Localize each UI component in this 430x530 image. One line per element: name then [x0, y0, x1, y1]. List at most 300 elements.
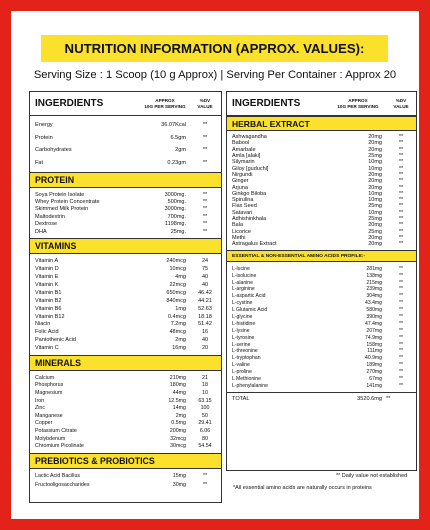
table-row — [30, 320, 221, 328]
table-row — [227, 382, 416, 389]
ingredient-dv: ** — [202, 147, 208, 154]
ingredient-dv: 16 — [201, 329, 209, 336]
ingredient-dv: ** — [399, 286, 403, 293]
ingredient-amount: 2mg — [175, 412, 186, 419]
amino-note: *All essential amino acids are naturally occurs in proteins — [233, 485, 372, 491]
ingredient-dv: ** — [202, 481, 208, 488]
mineral-rows — [30, 371, 221, 453]
table-row — [30, 206, 221, 213]
table-row — [30, 198, 221, 205]
ingredient-dv: ** — [399, 314, 403, 321]
ingredient-dv: ** — [399, 307, 403, 314]
total-label: TOTAL — [232, 396, 250, 403]
ingredient-amount: 180mg — [169, 382, 186, 389]
ingredient-dv: 10 — [202, 390, 208, 397]
ingredient-amount: 10mg — [368, 197, 382, 204]
table-row — [227, 134, 416, 140]
table-row — [227, 165, 416, 171]
ingredient-name: L-phenylalanine — [232, 382, 268, 389]
ingredient-dv: ** — [398, 241, 404, 248]
ingredient-amount: 25mg — [368, 203, 382, 210]
ingredient-dv: ** — [398, 228, 404, 235]
ingredient-name: Dextrose — [35, 221, 58, 228]
energy-rows — [30, 116, 221, 172]
table-row — [30, 119, 221, 132]
table-row — [30, 442, 221, 450]
table-row — [30, 472, 221, 481]
ingredient-name: L-serine — [232, 341, 251, 348]
ingredient-amount: 840mcg — [166, 297, 186, 304]
ingredient-amount: 22mcg — [169, 281, 186, 288]
ingredient-dv: 75 — [201, 266, 209, 273]
ingredient-dv: ** — [399, 376, 403, 383]
ingredient-amount: 281mg — [366, 265, 382, 272]
ingredient-amount: 20mg — [368, 178, 382, 185]
ingredient-amount: 1198mg. — [165, 221, 186, 228]
ingredient-dv: ** — [398, 184, 404, 191]
ingredient-dv: 6.06 — [199, 427, 211, 434]
ingredient-amount: 25mg. — [170, 228, 186, 235]
ingredient-amount: 270mg — [366, 369, 382, 376]
ingredient-dv: ** — [398, 159, 404, 166]
ingredient-amount: 10mcg — [169, 266, 186, 273]
table-row — [227, 307, 416, 314]
ingredient-amount: 0.4mcg — [167, 313, 186, 320]
ingredient-dv: ** — [399, 279, 403, 286]
ingredient-amount: 650mcg — [166, 289, 186, 296]
ingredient-name: Protein — [35, 134, 53, 141]
ingredient-name: L Methionine — [232, 376, 261, 383]
table-row — [227, 184, 416, 190]
ingredient-dv: ** — [399, 382, 403, 389]
table-row — [30, 257, 221, 265]
ingredient-dv: ** — [399, 362, 403, 369]
ingredient-amount: 32mcg — [170, 435, 186, 442]
total-amount: 3520.6mg — [357, 396, 382, 403]
ingredient-name: Ginger — [232, 178, 249, 185]
ingredient-name: Astragalus Extract — [232, 241, 277, 248]
table-row — [30, 412, 221, 420]
ingredient-dv: ** — [202, 473, 208, 480]
table-row — [227, 300, 416, 307]
ingredient-name: Methi — [232, 234, 246, 241]
ingredient-name: L Glutamic Acid — [232, 307, 268, 314]
ingredient-amount: 20mg — [368, 234, 382, 241]
ingredient-name: Maltodextrin — [35, 213, 65, 220]
ingredient-name: Spirulina — [232, 197, 254, 204]
table-row — [227, 272, 416, 279]
ingredient-name: Vitamin A — [35, 258, 59, 265]
ingredient-name: Giloy [guduchi] — [232, 165, 269, 172]
vitamin-rows — [30, 254, 221, 355]
ingredient-dv: ** — [399, 327, 403, 334]
ingredient-dv: 29.41 — [198, 420, 212, 427]
ingredient-dv: ** — [202, 199, 208, 206]
ingredient-dv: ** — [202, 228, 208, 235]
ingredient-name: Bala — [232, 222, 244, 229]
prebiotics-section-title: PREBIOTICS & PROBIOTICS — [30, 453, 221, 469]
amino-rows — [227, 262, 416, 392]
ingredient-name: Vitamin C — [35, 345, 59, 352]
table-row — [30, 213, 221, 220]
ingredient-amount: 700mg. — [167, 213, 186, 220]
ingredient-amount: 111mg — [367, 348, 382, 355]
ingredient-name: L-tyrosine — [232, 334, 255, 341]
table-row — [227, 376, 416, 383]
ingredient-name: Potassium Citrate — [35, 427, 77, 434]
ingredient-name: Ashwagandha — [232, 134, 267, 141]
minerals-section-title: MINERALS — [30, 355, 221, 371]
ingredient-dv: 21 — [202, 374, 208, 381]
ingredient-dv: ** — [202, 221, 208, 228]
table-row — [30, 305, 221, 313]
table-row — [30, 389, 221, 397]
ingredient-dv: 46.42 — [198, 289, 212, 296]
prebiotic-rows — [30, 469, 221, 492]
ingredient-amount: 2gm — [175, 147, 186, 154]
vitamins-section-title: VITAMINS — [30, 238, 221, 254]
approx-header: APPROX 10G PER SERVING — [144, 97, 186, 109]
ingredient-name: Chromium Picolinate — [35, 443, 84, 450]
table-row — [30, 221, 221, 228]
ingredient-dv: ** — [398, 134, 404, 141]
ingredient-amount: 20mg — [368, 171, 382, 178]
ingredient-dv: 52.63 — [198, 305, 212, 312]
ingredient-amount: 20mg — [368, 222, 382, 229]
ingredient-dv: 20 — [201, 345, 209, 352]
ingredient-name: Ginkgo Biloba — [232, 190, 267, 197]
ingredient-amount: 10mg — [368, 209, 382, 216]
herbal-rows — [227, 131, 416, 250]
ingredient-name: Licorice — [232, 228, 251, 235]
ingredient-amount: 0.23gm — [167, 159, 186, 166]
ingredient-amount: 15mg — [172, 473, 186, 480]
table-row — [227, 369, 416, 376]
table-row — [30, 132, 221, 145]
ingredient-dv: ** — [399, 341, 403, 348]
table-row — [227, 210, 416, 216]
ingredient-amount: 138mg — [366, 272, 382, 279]
left-table-header — [30, 92, 221, 116]
ingredient-amount: 2mg — [175, 337, 186, 344]
ingredient-dv: 50 — [202, 412, 208, 419]
ingredient-amount: 4mg — [175, 274, 186, 281]
ingredient-name: L-glycine — [232, 314, 253, 321]
table-row — [30, 374, 221, 382]
ingredient-amount: 20mg — [368, 241, 382, 248]
label-panel — [11, 11, 419, 519]
ingredient-name: L-lucine — [232, 265, 250, 272]
ingredient-amount: 580mg — [366, 307, 382, 314]
table-row — [227, 140, 416, 146]
table-row — [227, 314, 416, 321]
ingredient-name: L-tryptophan — [232, 355, 261, 362]
ingredient-name: L-proline — [232, 369, 252, 376]
table-row — [30, 313, 221, 321]
ingredient-amount: 25mg — [368, 228, 382, 235]
ingredient-name: Calcium — [35, 374, 55, 381]
ingredient-dv: ** — [398, 178, 404, 185]
daily-value-note: ** Daily value not established — [336, 473, 408, 479]
table-row — [227, 191, 416, 197]
table-row — [227, 147, 416, 153]
right-table-header — [227, 92, 416, 116]
table-row — [227, 241, 416, 247]
ingredient-dv: ** — [398, 216, 404, 222]
table-row — [227, 286, 416, 293]
ingredient-dv: ** — [399, 272, 403, 279]
ingredient-name: DHA — [35, 228, 47, 235]
table-row — [227, 293, 416, 300]
ingredient-dv: ** — [202, 134, 208, 141]
ingredient-amount: 36.07Kcal — [161, 122, 186, 129]
ingredient-dv: ** — [202, 122, 208, 129]
table-row — [227, 153, 416, 159]
ingredient-dv: ** — [399, 320, 403, 327]
ingredient-dv: 100 — [200, 405, 210, 412]
ingredients-header: INGERDIENTS — [35, 98, 104, 109]
ingredient-amount: 47.4mg — [365, 320, 382, 327]
total-dv: ** — [386, 396, 391, 403]
ingredient-name: Vitamin B12 — [35, 313, 65, 320]
ingredient-name: Phosphorus — [35, 382, 64, 389]
ingredient-dv: ** — [398, 209, 404, 216]
ingredient-dv: 40 — [201, 274, 209, 281]
ingredient-name: Fat — [35, 159, 44, 166]
ingredient-name: Amla [alaki] — [232, 153, 261, 160]
table-row — [227, 265, 416, 272]
ingredient-amount: 6.5gm — [170, 134, 186, 141]
table-row — [30, 265, 221, 273]
ingredient-amount: 20mg — [368, 134, 382, 141]
ingredient-name: Whey Protein Concentrate — [35, 199, 100, 206]
ingredient-name: L-arginine — [232, 286, 255, 293]
ingredient-amount: 10mg — [368, 165, 382, 172]
ingredient-dv: 51.42 — [198, 321, 212, 328]
ingredient-amount: 189mg — [366, 362, 382, 369]
ingredient-amount: 239mg — [366, 286, 382, 293]
ingredient-amount: 3000mg. — [164, 206, 186, 213]
ingredient-name: Energy — [35, 122, 53, 129]
ingredient-amount: 20mg — [368, 184, 382, 191]
ingredient-dv: ** — [398, 140, 404, 147]
table-row — [227, 362, 416, 369]
ingredient-dv: 44.21 — [198, 297, 212, 304]
ingredient-amount: 158mg — [366, 341, 382, 348]
table-row — [30, 144, 221, 157]
ingredient-amount: 30mcg — [170, 443, 186, 450]
ingredient-name: Soya Protein Isolate — [35, 191, 85, 198]
protein-section-title: PROTEIN — [30, 172, 221, 188]
ingredient-name: Fructooligosaccharides — [35, 481, 90, 488]
table-row — [227, 355, 416, 362]
table-row — [30, 157, 221, 170]
ingredient-dv: ** — [398, 146, 404, 153]
table-row — [227, 159, 416, 165]
ingredient-name: Vitamin D — [35, 266, 59, 273]
ingredient-name: L-isolucine — [232, 272, 257, 279]
ingredient-name: Molybdenum — [35, 435, 66, 442]
ingredient-amount: 390mg — [366, 314, 382, 321]
ingredient-dv: 24 — [201, 258, 209, 265]
ingredient-amount: 20mg — [368, 140, 382, 147]
ingredient-amount: 67mg — [369, 376, 382, 383]
ingredient-dv: ** — [399, 293, 403, 300]
ingredient-amount: 10mg — [368, 190, 382, 197]
table-row — [30, 289, 221, 297]
table-row — [227, 341, 416, 348]
ingredient-dv: 80 — [202, 435, 208, 442]
ingredient-amount: 500mg. — [167, 199, 186, 206]
ingredient-amount: 210mg — [169, 374, 186, 381]
table-row — [227, 216, 416, 222]
ingredient-amount: 43.4mg — [365, 300, 382, 307]
ingredient-amount: 30mg — [172, 481, 186, 488]
ingredient-amount: 215mg — [366, 279, 382, 286]
ingredient-name: Copper — [35, 420, 53, 427]
table-row — [30, 427, 221, 435]
ingredient-dv: ** — [399, 369, 403, 376]
ingredient-name: Lactic Acid Bacillus — [35, 473, 81, 480]
table-row — [30, 281, 221, 289]
dv-header: %DV VALUE — [393, 97, 409, 109]
ingredient-name: Silymarin — [232, 159, 255, 166]
ingredient-amount: 141mg — [366, 382, 382, 389]
table-row — [227, 178, 416, 184]
herbal-section-title: HERBAL EXTRACT — [227, 116, 416, 131]
table-row — [227, 203, 416, 209]
ingredient-dv: 18.18 — [198, 313, 212, 320]
table-row — [227, 228, 416, 234]
table-row — [30, 336, 221, 344]
ingredient-amount: 12.5mg — [168, 397, 186, 404]
ingredient-dv: ** — [398, 234, 404, 241]
ingredient-name: Flax Seed — [232, 203, 257, 210]
ingredient-dv: 18 — [202, 382, 208, 389]
ingredient-name: Satavari — [232, 209, 253, 216]
ingredient-name: Niacin — [35, 321, 51, 328]
table-row — [227, 327, 416, 334]
ingredient-dv: 54.54 — [198, 443, 212, 450]
ingredient-amount: 3000mg. — [164, 191, 186, 198]
table-row — [30, 397, 221, 405]
table-row — [227, 235, 416, 241]
ingredient-name: L-valine — [232, 362, 250, 369]
total-row — [227, 392, 416, 405]
ingredient-dv: ** — [202, 159, 208, 166]
ingredient-name: Vitamin E — [35, 274, 59, 281]
ingredient-amount: 20mg — [368, 146, 382, 153]
ingredient-amount: 200mg — [169, 427, 186, 434]
ingredient-name: Adhishinkhala — [232, 216, 267, 222]
table-row — [227, 279, 416, 286]
ingredient-amount: 40.9mg — [365, 355, 382, 362]
table-row — [227, 197, 416, 203]
ingredient-amount: 14mg — [172, 405, 186, 412]
ingredient-dv: ** — [398, 203, 404, 210]
ingredient-dv: ** — [398, 153, 404, 160]
ingredient-amount: 0.5mg — [171, 420, 186, 427]
ingredient-name: Vitamin B2 — [35, 297, 62, 304]
ingredient-name: Magnesium — [35, 390, 63, 397]
table-row — [30, 382, 221, 390]
ingredient-dv: ** — [399, 300, 403, 307]
ingredient-dv: 40 — [201, 337, 209, 344]
table-row — [227, 320, 416, 327]
ingredient-name: Pantothenic Acid — [35, 337, 76, 344]
table-row — [227, 334, 416, 341]
ingredient-dv: 40 — [201, 281, 209, 288]
ingredient-amount: 74.9mg — [365, 334, 382, 341]
ingredient-amount: 7.2mg — [170, 321, 186, 328]
ingredient-name: Zinc — [35, 405, 46, 412]
ingredient-name: L-lysine — [232, 327, 250, 334]
table-row — [30, 435, 221, 443]
ingredient-amount: 25mg — [368, 153, 382, 160]
ingredient-name: Vitamin B1 — [35, 289, 62, 296]
ingredient-name: Nirgundi — [232, 171, 253, 178]
table-row — [227, 348, 416, 355]
ingredient-name: Babool — [232, 140, 250, 147]
ingredient-name: Vitamin B6 — [35, 305, 62, 312]
ingredient-dv: ** — [398, 171, 404, 178]
right-table — [226, 91, 417, 471]
table-row — [227, 172, 416, 178]
ingredient-name: Arjuna — [232, 184, 248, 191]
serving-info: Serving Size : 1 Scoop (10 g Approx) | Serving Per Container : Approx 20 — [33, 69, 397, 81]
ingredient-amount: 48mcg — [169, 329, 186, 336]
ingredient-name: Carbohydrates — [35, 147, 72, 154]
ingredient-dv: ** — [202, 213, 208, 220]
ingredient-name: Amarbale — [232, 146, 256, 153]
ingredient-name: Folic Acid — [35, 329, 59, 336]
table-row — [30, 228, 221, 235]
ingredient-dv: ** — [398, 190, 404, 197]
ingredient-dv: ** — [398, 165, 404, 172]
ingredients-header: INGERDIENTS — [232, 98, 301, 109]
nutrition-title: NUTRITION INFORMATION (APPROX. VALUES): — [41, 35, 388, 62]
ingredient-amount: 16mg — [172, 345, 186, 352]
ingredient-amount: 304mg — [366, 293, 382, 300]
table-row — [227, 222, 416, 228]
ingredient-dv: 63.15 — [198, 397, 212, 404]
ingredient-dv: ** — [399, 348, 403, 355]
ingredient-dv: ** — [399, 265, 403, 272]
left-table — [29, 91, 222, 503]
ingredient-name: L-cystine — [232, 300, 253, 307]
table-row — [30, 480, 221, 489]
table-row — [30, 297, 221, 305]
table-row — [30, 344, 221, 352]
protein-rows — [30, 188, 221, 238]
ingredient-name: Iron — [35, 397, 45, 404]
ingredient-name: Vitamin K — [35, 281, 59, 288]
ingredient-dv: ** — [202, 191, 208, 198]
ingredient-amount: 207mg — [366, 327, 382, 334]
ingredient-name: L-aspartic Acid — [232, 293, 266, 300]
ingredient-name: L-alanine — [232, 279, 253, 286]
table-row — [30, 328, 221, 336]
ingredient-dv: ** — [398, 197, 404, 204]
ingredient-amount: 240mcg — [166, 258, 186, 265]
ingredient-amount: 44mg — [172, 390, 186, 397]
table-row — [30, 420, 221, 428]
ingredient-amount: 1mg — [175, 305, 186, 312]
ingredient-dv: ** — [202, 206, 208, 213]
ingredient-name: Skimmed Milk Protein — [35, 206, 89, 213]
ingredient-amount: 10mg — [368, 159, 382, 166]
approx-header: APPROX 10G PER SERVING — [337, 97, 379, 109]
